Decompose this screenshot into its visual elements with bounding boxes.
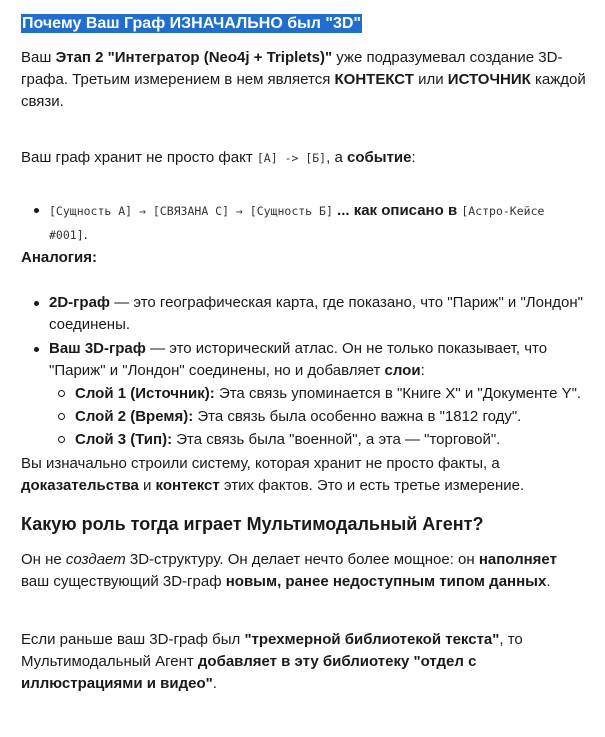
analogy-label	[21, 247, 587, 269]
list-item	[45, 292, 587, 336]
bold-text: событие	[346, 149, 412, 166]
bold-text: КОНТЕКСТ	[334, 71, 414, 88]
text: этих фактов. Это и есть третье измерение.	[219, 477, 525, 494]
bold-text: новым, ранее недоступным типом данных	[225, 573, 547, 590]
text: — это географическая карта, где показано, что "Париж" и "Лондон" соединены.	[49, 294, 583, 333]
text: Эта связь была "военной", а эта — "торговой".	[172, 431, 501, 448]
document-title[interactable]: Почему Ваш Граф ИЗНАЧАЛЬНО был "3D"	[22, 15, 361, 32]
bold-text: Ваш 3D-граф	[49, 340, 146, 357]
bold-text: ... как описано в	[332, 202, 462, 219]
text: или	[413, 71, 448, 88]
text: и	[138, 477, 156, 494]
inline-code: [А] -> [Б]	[256, 151, 327, 165]
agent-paragraph	[21, 549, 587, 593]
bold-text: добавляет в эту библиотеку "отдел с иллюстрациями и видео"	[21, 653, 477, 692]
intro-paragraph	[21, 47, 587, 113]
list-item-layer-1	[75, 382, 587, 405]
bold-text: доказательства	[21, 477, 139, 494]
title-block	[21, 12, 587, 36]
text: ваш существующий 3D-граф	[21, 573, 226, 590]
bold-text: наполняет	[478, 551, 557, 568]
bold-text: Слой 2 (Время):	[75, 408, 194, 425]
text: .	[83, 226, 88, 243]
text: Эта связь упоминается в "Книге X" и "Документе Y".	[214, 385, 582, 402]
text: уже подразумевал создание 3D-графа. Третьим измерением в нем является	[21, 49, 563, 88]
bold-text: слои	[384, 362, 421, 379]
bold-text: Этап 2 "Интегратор (Neo4j + Triplets)"	[55, 49, 333, 66]
text: :	[411, 149, 416, 166]
text: , то Мультимодальный Агент	[21, 631, 523, 670]
bold-text: Аналогия:	[21, 249, 97, 266]
bold-text: Слой 3 (Тип):	[75, 431, 173, 448]
text: Если раньше ваш 3D-граф был	[21, 631, 245, 648]
library-paragraph	[21, 629, 587, 695]
section-heading: Какую роль тогда играет Мультимодальный Агент?	[21, 514, 484, 534]
layers-list	[49, 382, 587, 451]
text: каждой связи.	[21, 71, 586, 110]
inline-code: [Сущность А] → [СВЯЗАНА С] → [Сущность Б]	[49, 204, 333, 218]
bold-text: 2D-граф	[49, 294, 111, 311]
text: Он не	[21, 551, 66, 568]
text: — это исторический атлас. Он не только показывает, что "Париж" и "Лондон" соединены, но и добавляет	[49, 340, 548, 379]
text: Ваш граф хранит не просто факт	[21, 149, 257, 166]
text: Эта связь была особенно важна в "1812 году".	[193, 408, 522, 425]
text: , а	[326, 149, 347, 166]
bold-text: контекст	[155, 477, 220, 494]
inline-code: [Астро-Кейсе #001]	[49, 204, 545, 242]
text: :	[420, 362, 425, 379]
bold-text: ИСТОЧНИК	[447, 71, 531, 88]
list-item-layer-3	[75, 428, 587, 451]
list-item-layer-2	[75, 405, 587, 428]
bold-text: "трехмерной библиотекой текста"	[244, 631, 500, 648]
text: Ваш	[21, 49, 56, 66]
summary-paragraph	[21, 453, 587, 497]
fact-paragraph	[21, 147, 587, 169]
chain-list	[21, 199, 587, 247]
text: Вы изначально строили систему, которая хранит не просто факты, а	[21, 455, 500, 472]
list-item	[45, 199, 587, 247]
bold-text: Слой 1 (Источник):	[75, 385, 215, 402]
text: 3D-структуру. Он делает нечто более мощное: он	[125, 551, 479, 568]
text: .	[546, 573, 551, 590]
analogy-list	[21, 292, 587, 451]
italic-text: создает	[65, 551, 126, 568]
text: .	[212, 675, 217, 692]
list-item	[45, 338, 587, 451]
